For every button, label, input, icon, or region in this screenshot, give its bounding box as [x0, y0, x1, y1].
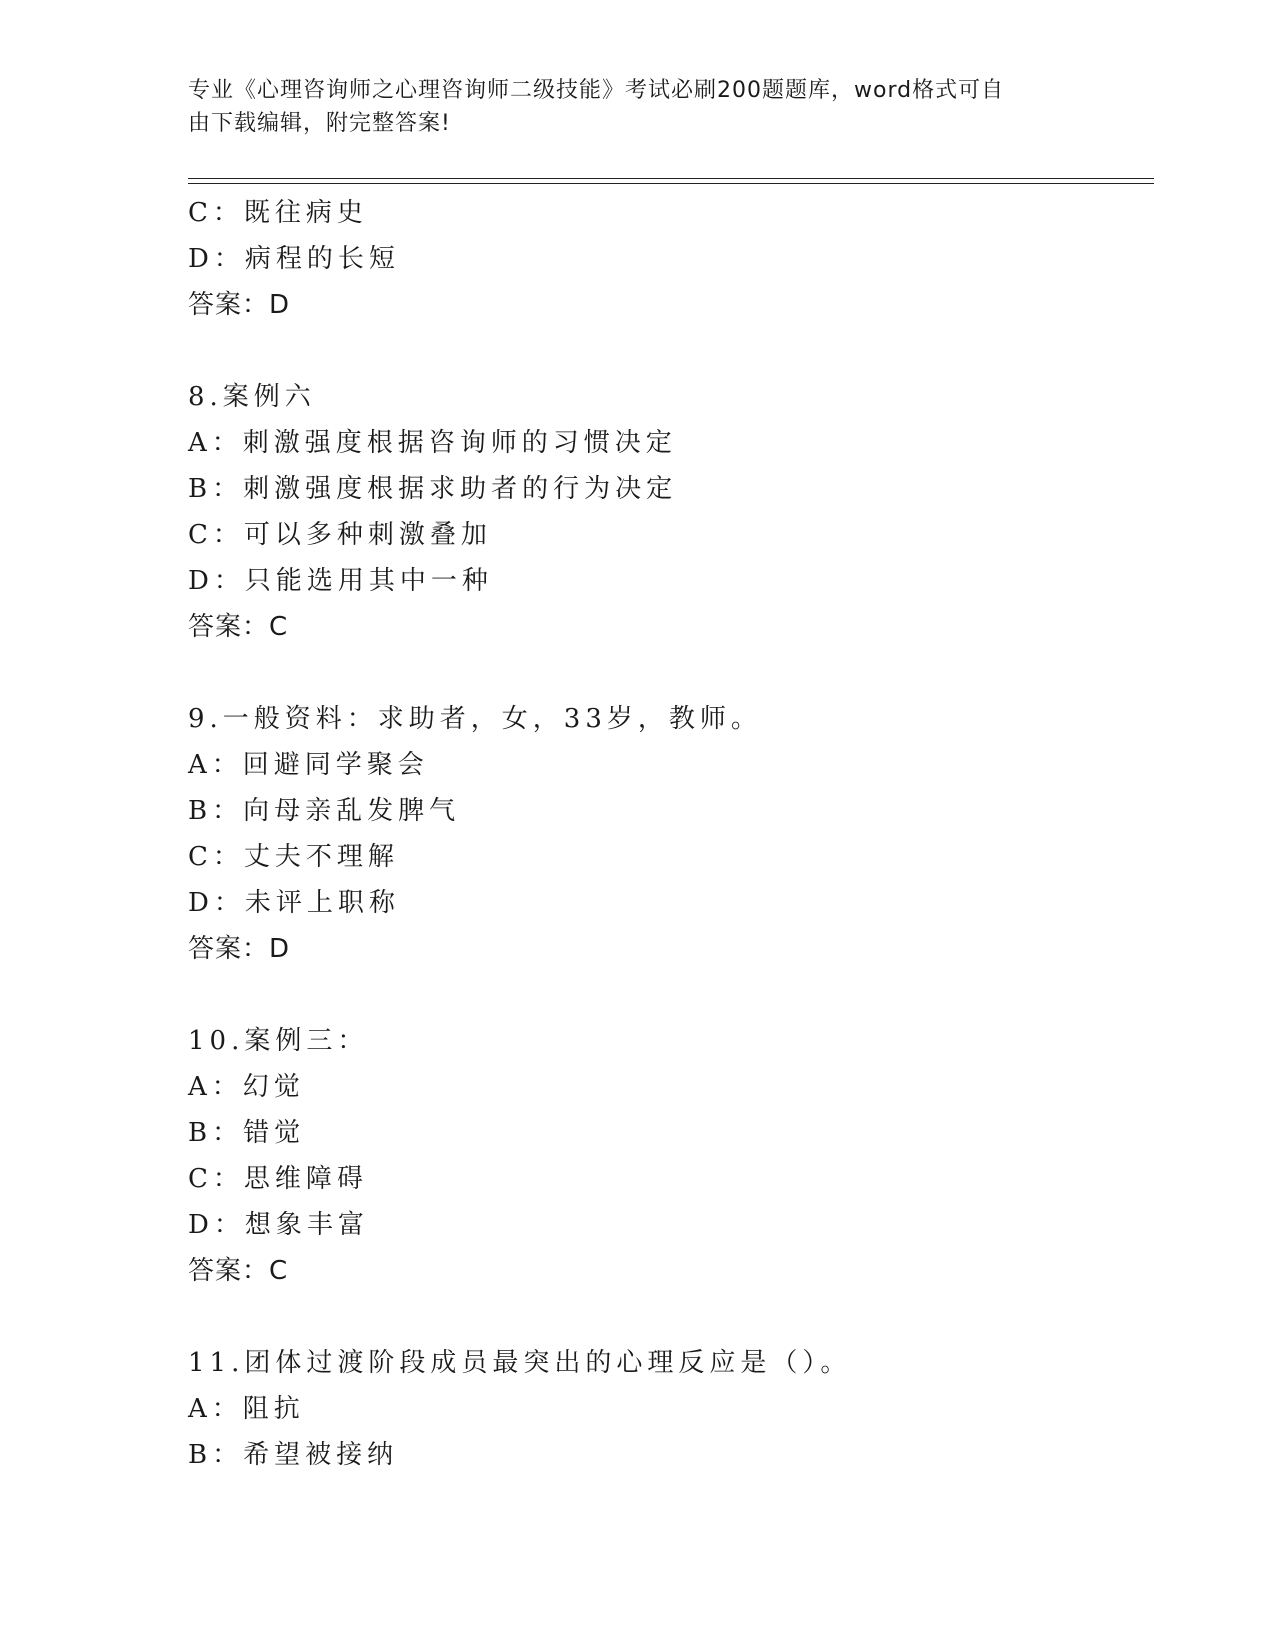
answer: 答案：D	[188, 290, 291, 320]
question-title: 10.案例三：	[188, 1026, 369, 1056]
document-header	[188, 74, 1088, 140]
option-c: C：可以多种刺激叠加	[188, 520, 492, 550]
question-10	[188, 1018, 1148, 1294]
question-title: 11.团体过渡阶段成员最突出的心理反应是（）。	[188, 1348, 852, 1378]
answer: 答案：C	[188, 612, 289, 642]
option-b: B：刺激强度根据求助者的行为决定	[188, 474, 678, 504]
option-d: D：病程的长短	[188, 244, 400, 274]
option-d: D：未评上职称	[188, 888, 400, 918]
question-9	[188, 696, 1148, 972]
option-d: D：想象丰富	[188, 1210, 369, 1240]
option-c: C：丈夫不理解	[188, 842, 399, 872]
question-title: 8.案例六	[188, 382, 316, 412]
option-a: A：阻抗	[188, 1394, 305, 1424]
answer: 答案：C	[188, 1256, 289, 1286]
question-title: 9.一般资料：求助者，女，33岁，教师。	[188, 704, 762, 734]
option-c: C：既往病史	[188, 198, 368, 228]
option-a: A：刺激强度根据咨询师的习惯决定	[188, 428, 677, 458]
header-line-2: 由下载编辑，附完整答案!	[188, 111, 451, 136]
header-line-1: 专业《心理咨询师之心理咨询师二级技能》考试必刷200题题库，word格式可自	[188, 78, 1005, 103]
option-d: D：只能选用其中一种	[188, 566, 493, 596]
option-c: C：思维障碍	[188, 1164, 368, 1194]
header-divider-bottom	[188, 183, 1154, 184]
option-b: B：向母亲乱发脾气	[188, 796, 461, 826]
option-a: A：幻觉	[188, 1072, 305, 1102]
option-b: B：希望被接纳	[188, 1440, 399, 1470]
option-b: B：错觉	[188, 1118, 306, 1148]
option-a: A：回避同学聚会	[188, 750, 429, 780]
question-7-continued	[188, 190, 1148, 328]
answer: 答案：D	[188, 934, 291, 964]
question-list	[188, 190, 1148, 1478]
question-8	[188, 374, 1148, 650]
question-11	[188, 1340, 1148, 1478]
header-divider-top	[188, 178, 1154, 179]
